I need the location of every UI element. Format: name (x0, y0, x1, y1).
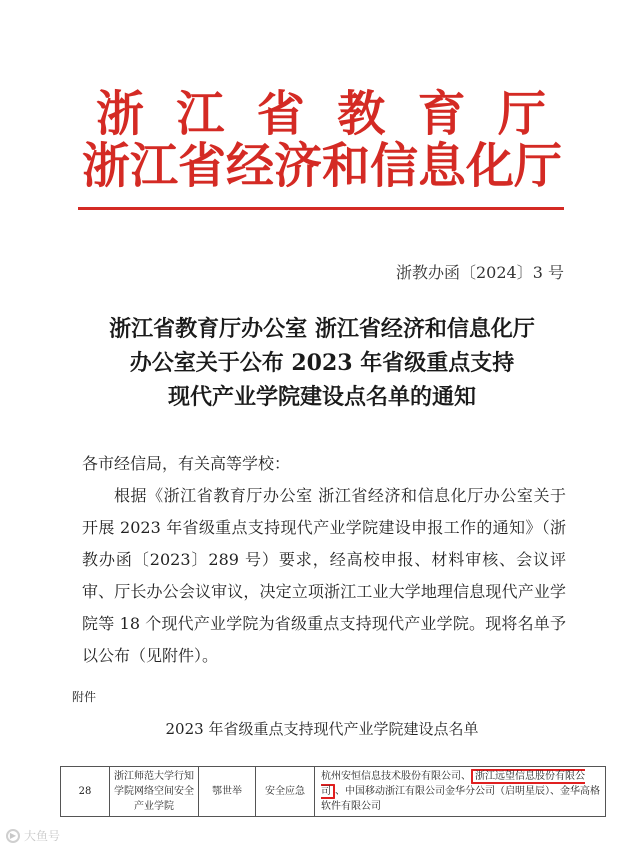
watermark (6, 827, 60, 844)
play-circle-icon: ▶ (6, 829, 20, 843)
red-divider (78, 207, 564, 210)
companies-after: 、中国移动浙江有限公司金华分公司（启明星辰）、金华高格软件有限公司 (321, 786, 600, 812)
companies-before: 杭州安恒信息技术股份有限公司、 (321, 771, 471, 782)
document-title (60, 312, 584, 414)
row-companies (315, 767, 606, 817)
row-field: 安全应急 (256, 767, 315, 817)
table-row (61, 767, 606, 817)
header-line-2: 浙江省经济和信息化厅 (82, 138, 563, 194)
document-number: 浙教办函〔2024〕3 号 (396, 263, 564, 282)
watermark-text: 大鱼号 (24, 829, 61, 843)
document-body (82, 448, 566, 672)
title-line-1: 浙江省教育厅办公室 浙江省经济和信息化厅 (109, 316, 535, 342)
row-person: 鄂世举 (199, 767, 256, 817)
title-line-3: 现代产业学院建设点名单的通知 (167, 384, 476, 410)
salutation: 各市经信局，有关高等学校： (82, 454, 291, 473)
title-line-2: 办公室关于公布 2023 年省级重点支持 (129, 350, 515, 376)
row-number: 28 (61, 767, 110, 817)
attachment-table (60, 766, 606, 817)
header-line-1: 浙江省教育厅 (96, 86, 548, 142)
attachment-label: 附件 (72, 690, 97, 704)
row-college: 浙江师范大学行知学院网络空间安全产业学院 (110, 767, 199, 817)
highlighted-company: 浙江远望信息股份有限公司 (321, 771, 585, 797)
body-paragraph: 根据《浙江省教育厅办公室 浙江省经济和信息化厅办公室关于开展 2023 年省级重点支持现代产业学院建设申报工作的通知》（浙教办函〔2023〕289 号）要求，经高校申报、材料审核、会议评审、厅长办公会议审议，决定立项浙江工业大学地理信息现代产业学院等 18 个现代产业学院为省级重点支持现代产业学院。现将名单予以公布（见附件）。 (82, 486, 566, 665)
attachment-list-title: 2023 年省级重点支持现代产业学院建设点名单 (165, 720, 479, 738)
